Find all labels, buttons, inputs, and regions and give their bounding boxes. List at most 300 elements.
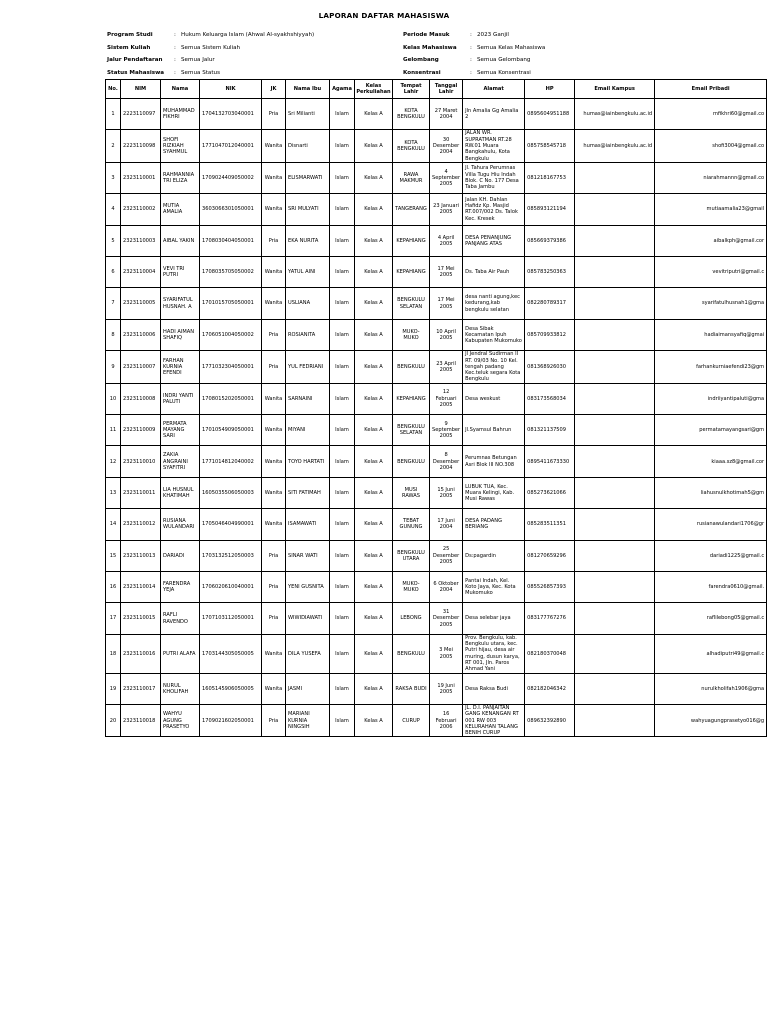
cell-tempat-lahir: RAKSA BUDI [393,673,430,704]
meta-colon: : [174,44,176,51]
cell-nama-ibu: MIYANI [286,415,330,446]
cell-hp: 083177767276 [525,603,575,634]
cell-nim: 2323110001 [121,162,161,193]
cell-tempat-lahir: BENGKULU [393,634,430,673]
cell-agama: Islam [330,572,355,603]
header-tempat-lahir: Tempat Lahir [393,80,430,99]
meta-value: Semua Gelombang [477,57,531,64]
cell-kelas-perkuliahan: Kelas A [355,257,393,288]
cell-nama-ibu: Sri Milianti [286,99,330,130]
cell-alamat: Jln Amalia Gg Amalia 2 [463,99,525,130]
table-row [106,351,767,383]
student-table [105,79,767,737]
meta-value: Semua Sistem Kuliah [181,44,241,51]
cell-nama-ibu: EKA NURITA [286,225,330,256]
cell-email-kampus [575,572,655,603]
cell-agama: Islam [330,257,355,288]
table-row [106,673,767,704]
cell-nama-ibu: ROSIANITA [286,319,330,350]
meta-label: Jalur Pendaftaran [107,57,163,64]
cell-nim: 2323110002 [121,194,161,225]
cell-kelas-perkuliahan: Kelas A [355,603,393,634]
cell-nama-ibu: TOYO HARTATI [286,446,330,477]
cell-kelas-perkuliahan: Kelas A [355,99,393,130]
cell-email-kampus [575,673,655,704]
cell-nik: 1705046404990001 [200,509,262,540]
cell-email-kampus [575,415,655,446]
cell-nik: 1706051004050002 [200,319,262,350]
cell-nik: 1701054909050001 [200,415,262,446]
cell-alamat: Desa weskust [463,383,525,414]
cell-nim: 2323110011 [121,477,161,508]
cell-nama: LIA HUSNUL KHATIMAH [161,477,200,508]
cell-alamat: Perumnas Betungan Asri Blok III NO.308 [463,446,525,477]
cell-no: 18 [106,634,121,673]
cell-no: 5 [106,225,121,256]
meta-value: Semua Status [181,69,221,76]
cell-email-pribadi: farendra0610@gmail. [655,572,767,603]
cell-tanggal-lahir: 12 Februari 2005 [430,383,463,414]
cell-nik: 1708035705050002 [200,257,262,288]
cell-no: 1 [106,99,121,130]
cell-no: 13 [106,477,121,508]
cell-no: 16 [106,572,121,603]
cell-jk: Pria [262,705,286,737]
meta-kelas-mahasiswa [403,42,545,55]
cell-jk: Wanita [262,477,286,508]
header-nik: NIK [200,80,262,99]
cell-agama: Islam [330,194,355,225]
cell-nama-ibu: SINAR WATI [286,540,330,571]
cell-kelas-perkuliahan: Kelas A [355,225,393,256]
meta-colon: : [174,69,176,76]
cell-nim: 2323110015 [121,603,161,634]
cell-agama: Islam [330,673,355,704]
header-no: No. [106,80,121,99]
cell-nim: 2323110018 [121,705,161,737]
cell-nama: FARHAN KURNIA EFENDI [161,351,200,383]
table-row [106,540,767,571]
meta-value: Hukum Keluarga Islam (Ahwal Al-syakhshiyyah) [181,32,315,38]
cell-nama-ibu: MARIANI KURNIA NINGSIH [286,705,330,737]
cell-kelas-perkuliahan: Kelas A [355,540,393,571]
cell-email-pribadi: farhankurniaefendi23@gm [655,351,767,383]
cell-agama: Islam [330,477,355,508]
cell-agama: Islam [330,446,355,477]
cell-kelas-perkuliahan: Kelas A [355,477,393,508]
cell-hp: 081368926030 [525,351,575,383]
cell-hp: 085758545718 [525,130,575,162]
cell-agama: Islam [330,603,355,634]
cell-tanggal-lahir: 3 Mei 2005 [430,634,463,673]
cell-email-pribadi: permatamayangsari@gm [655,415,767,446]
cell-kelas-perkuliahan: Kelas A [355,288,393,319]
meta-status-mahasiswa [107,67,314,80]
cell-tempat-lahir: MUKO-MUKO [393,319,430,350]
cell-nama-ibu: ELISMARWATI [286,162,330,193]
cell-email-kampus [575,162,655,193]
cell-agama: Islam [330,383,355,414]
cell-jk: Pria [262,572,286,603]
table-row [106,162,767,193]
cell-email-kampus [575,319,655,350]
cell-tanggal-lahir: 16 Februari 2006 [430,705,463,737]
table-row [106,194,767,225]
meta-value: Semua Kelas Mahasiswa [477,44,546,51]
cell-nama-ibu: SARNAINI [286,383,330,414]
cell-agama: Islam [330,634,355,673]
cell-nama: SHOFI RIZKIAH SYAHMUL [161,130,200,162]
cell-alamat: Pantai Indah, Kel. Koto Jaya, Kec. Kota Mukomuko [463,572,525,603]
cell-hp: 083173568034 [525,383,575,414]
cell-nik: 1706020610040001 [200,572,262,603]
cell-alamat: Ds:pagardin [463,540,525,571]
header-nama-ibu: Nama Ibu [286,80,330,99]
cell-tanggal-lahir: 15 Juni 2005 [430,477,463,508]
cell-jk: Wanita [262,288,286,319]
cell-email-pribadi: alhadiputri49@gmail.c [655,634,767,673]
cell-email-kampus [575,383,655,414]
table-row [106,225,767,256]
cell-nama: PUTRI ALAFA [161,634,200,673]
header-tanggal-lahir: Tanggal Lahir [430,80,463,99]
cell-hp: 085283511351 [525,509,575,540]
cell-hp: 089632392890 [525,705,575,737]
cell-nama-ibu: YENI GUSNITA [286,572,330,603]
cell-nim: 2323110010 [121,446,161,477]
meta-sistem-kuliah [107,42,314,55]
cell-email-kampus [575,509,655,540]
cell-nama: HADI AIMAN SHAFIQ [161,319,200,350]
table-row [106,446,767,477]
cell-email-pribadi: raflilebong05@gmail.c [655,603,767,634]
cell-nik: 1605035506050003 [200,477,262,508]
cell-tempat-lahir: BENGKULU SELATAN [393,415,430,446]
cell-no: 17 [106,603,121,634]
cell-tempat-lahir: TANGERANG [393,194,430,225]
cell-nama-ibu: ISAMAWATI [286,509,330,540]
cell-alamat: Jalan KH. Dahlan Hafidz Kp. Masjid RT.007/002 Ds. Talok Kec. Kresek [463,194,525,225]
cell-tanggal-lahir: 25 Desember 2005 [430,540,463,571]
cell-hp: 085526857393 [525,572,575,603]
cell-hp: 085709933812 [525,319,575,350]
table-row [106,288,767,319]
cell-email-kampus [575,351,655,383]
cell-tempat-lahir: BENGKULU UTARA [393,540,430,571]
cell-jk: Wanita [262,673,286,704]
cell-nik: 1704132703040001 [200,99,262,130]
cell-tanggal-lahir: 10 April 2005 [430,319,463,350]
cell-alamat: JALAN WR. SUPRATMAN RT.28 RW.01 Muara Bangkahulu, Kota Bengkulu [463,130,525,162]
cell-alamat: JL. D.I. PANJAITAN GANG KENANGAN RT 001 RW 003 KELURAHAN TALANG BENIH CURUP [463,705,525,737]
cell-nama-ibu: Disnarti [286,130,330,162]
cell-hp: 081270659296 [525,540,575,571]
cell-nim: 2323110014 [121,572,161,603]
meta-gelombang [403,54,545,67]
header-agama: Agama [330,80,355,99]
cell-email-pribadi: niarahmannn@gmail.co [655,162,767,193]
cell-nama-ibu: YATUL AINI [286,257,330,288]
cell-tempat-lahir: TEBAT GUNUNG [393,509,430,540]
cell-kelas-perkuliahan: Kelas A [355,415,393,446]
cell-nim: 2323110004 [121,257,161,288]
cell-tempat-lahir: KOTA BENGKULU [393,130,430,162]
meta-value: Semua Konsentrasi [477,69,531,76]
cell-tanggal-lahir: 6 Oktober 2004 [430,572,463,603]
cell-alamat: Desa selebar jaya [463,603,525,634]
cell-nik: 1708015202050001 [200,383,262,414]
cell-jk: Wanita [262,130,286,162]
cell-tanggal-lahir: 17 Mei 2005 [430,288,463,319]
cell-tempat-lahir: MUSI RAWAS [393,477,430,508]
table-row [106,99,767,130]
cell-alamat: desa nanti agung,kec kedurang,kab bengkulu selatan [463,288,525,319]
cell-kelas-perkuliahan: Kelas A [355,162,393,193]
cell-no: 10 [106,383,121,414]
cell-tanggal-lahir: 23 April 2005 [430,351,463,383]
cell-alamat: Jl. Tahura Perumnas Villa Tugu Hiu Indah Blok. C No. 177 Desa Taba Jambu [463,162,525,193]
cell-nik: 1605145906050005 [200,673,262,704]
cell-nik: 1709021602050001 [200,705,262,737]
cell-tanggal-lahir: 27 Maret 2004 [430,99,463,130]
cell-kelas-perkuliahan: Kelas A [355,194,393,225]
cell-tempat-lahir: BENGKULU [393,351,430,383]
cell-nama: PERMATA MAYANG SARI [161,415,200,446]
cell-agama: Islam [330,319,355,350]
cell-tempat-lahir: LEBONG [393,603,430,634]
cell-hp: 0895604951188 [525,99,575,130]
cell-nama-ibu: DILA YUSEFA [286,634,330,673]
cell-email-pribadi: indriiyantipaluti@gma [655,383,767,414]
meta-colon: : [470,32,472,38]
cell-hp: 085669379386 [525,225,575,256]
cell-nim: 2323110006 [121,319,161,350]
cell-hp: 082180370048 [525,634,575,673]
cell-email-pribadi: wahyuagungprasetyo016@g [655,705,767,737]
cell-agama: Islam [330,99,355,130]
meta-label: Gelombang [403,57,439,64]
cell-kelas-perkuliahan: Kelas A [355,383,393,414]
cell-tanggal-lahir: 19 Juni 2005 [430,673,463,704]
cell-nik: 1771047012040001 [200,130,262,162]
cell-nim: 2323110012 [121,509,161,540]
cell-tempat-lahir: BENGKULU SELATAN [393,288,430,319]
cell-email-pribadi: dariadi1225@gmail.c [655,540,767,571]
header-email-pribadi: Email Pribadi [655,80,767,99]
cell-email-kampus: humas@iainbengkulu.ac.id [575,130,655,162]
report-title: LAPORAN DAFTAR MAHASISWA [318,11,450,20]
cell-hp: 082280789317 [525,288,575,319]
cell-jk: Wanita [262,634,286,673]
cell-agama: Islam [330,225,355,256]
cell-kelas-perkuliahan: Kelas A [355,572,393,603]
cell-nama: RAFLI RAVENDO [161,603,200,634]
cell-tanggal-lahir: 30 Desember 2004 [430,130,463,162]
meta-colon: : [470,57,472,64]
cell-nim: 2323110017 [121,673,161,704]
table-body [106,99,767,737]
cell-email-kampus [575,225,655,256]
cell-tanggal-lahir: 17 Juni 2004 [430,509,463,540]
cell-nim: 2323110013 [121,540,161,571]
table-header-row [106,80,767,99]
cell-no: 2 [106,130,121,162]
cell-no: 7 [106,288,121,319]
table-row [106,319,767,350]
cell-kelas-perkuliahan: Kelas A [355,446,393,477]
header-nim: NIM [121,80,161,99]
cell-tempat-lahir: CURUP [393,705,430,737]
cell-nim: 2323110009 [121,415,161,446]
cell-kelas-perkuliahan: Kelas A [355,634,393,673]
cell-no: 14 [106,509,121,540]
header-kelas-perkuliahan: Kelas Perkuliahan [355,80,393,99]
cell-kelas-perkuliahan: Kelas A [355,319,393,350]
cell-nim: 2223110097 [121,99,161,130]
cell-email-kampus [575,540,655,571]
meta-left-block [107,29,314,79]
cell-agama: Islam [330,540,355,571]
cell-agama: Islam [330,415,355,446]
cell-alamat: Ds. Taba Air Pauh [463,257,525,288]
cell-jk: Wanita [262,415,286,446]
cell-tanggal-lahir: 9 September 2005 [430,415,463,446]
meta-colon: : [174,32,176,38]
cell-kelas-perkuliahan: Kelas A [355,130,393,162]
cell-nik: 1771032304050001 [200,351,262,383]
cell-nama: AIBAL YAKIN [161,225,200,256]
cell-no: 11 [106,415,121,446]
meta-konsentrasi [403,67,545,80]
meta-value: Semua Jalur [181,57,215,64]
meta-label: Sistem Kuliah [107,44,151,51]
cell-tempat-lahir: KEPAHIANG [393,257,430,288]
header-jk: JK [262,80,286,99]
table-row [106,634,767,673]
cell-email-kampus [575,446,655,477]
cell-nama: RUSIANA WULANDARI [161,509,200,540]
table-row [106,257,767,288]
cell-nama: ZAKIA ANGRAINI SYAFITRI [161,446,200,477]
cell-tanggal-lahir: 4 September 2005 [430,162,463,193]
cell-jk: Pria [262,225,286,256]
cell-email-kampus: humas@iainbengkulu.ac.id [575,99,655,130]
cell-agama: Islam [330,705,355,737]
meta-label: Kelas Mahasiswa [403,44,457,51]
cell-no: 9 [106,351,121,383]
meta-label: Periode Masuk [403,32,450,38]
cell-email-pribadi: aibalkph@gmail.cor [655,225,767,256]
cell-tanggal-lahir: 8 Desember 2004 [430,446,463,477]
cell-jk: Pria [262,99,286,130]
cell-hp: 0895411673330 [525,446,575,477]
cell-tanggal-lahir: 17 Mei 2005 [430,257,463,288]
cell-nama-ibu: WIWIDIAWATI [286,603,330,634]
cell-no: 20 [106,705,121,737]
meta-colon: : [470,44,472,51]
cell-no: 12 [106,446,121,477]
cell-nim: 2223110098 [121,130,161,162]
cell-nik: 1703132512050003 [200,540,262,571]
cell-jk: Wanita [262,162,286,193]
cell-alamat: LUBUK TUA, Kec. Muara Kelingi, Kab. Musi Rawas [463,477,525,508]
cell-nama: VEVI TRI PUTRI [161,257,200,288]
cell-email-kampus [575,194,655,225]
cell-nim: 2323110005 [121,288,161,319]
meta-jalur-pendaftaran [107,54,314,67]
cell-jk: Pria [262,351,286,383]
header-hp: HP [525,80,575,99]
table-row [106,705,767,737]
cell-no: 15 [106,540,121,571]
table-row [106,572,767,603]
cell-tanggal-lahir: 23 Januari 2005 [430,194,463,225]
cell-kelas-perkuliahan: Kelas A [355,673,393,704]
cell-nim: 2323110003 [121,225,161,256]
cell-hp: 081218167753 [525,162,575,193]
cell-nama: SYARIFATUL HUSNAH. A [161,288,200,319]
cell-no: 6 [106,257,121,288]
cell-alamat: Jl Jendral Sudirman II RT. 09/03 No. 10 Kel. tengah padang Kec.teluk segara Kota Bengkulu [463,351,525,383]
cell-nama: RAHMANNIA TRI ELIZA [161,162,200,193]
cell-kelas-perkuliahan: Kelas A [355,705,393,737]
header-alamat: Alamat [463,80,525,99]
cell-alamat: Desa Raksa Budi [463,673,525,704]
cell-agama: Islam [330,130,355,162]
table-row [106,130,767,162]
cell-jk: Pria [262,540,286,571]
cell-nama: FARENDRA YEJA [161,572,200,603]
cell-nama: INDRI YANTI PALUTI [161,383,200,414]
cell-hp: 081321137509 [525,415,575,446]
meta-colon: : [470,69,472,76]
cell-kelas-perkuliahan: Kelas A [355,509,393,540]
cell-alamat: Prov. Bengkulu, kab. Bengkulu utara, kec. Putri hijau, desa air muring, dusun karya, RT 001, Jln. Paros Ahmad Yani [463,634,525,673]
table-row [106,383,767,414]
table-row [106,603,767,634]
cell-nim: 2323110007 [121,351,161,383]
cell-nama-ibu: JASMI [286,673,330,704]
cell-no: 8 [106,319,121,350]
cell-alamat: Jl.Syamsul Bahrun [463,415,525,446]
cell-email-kampus [575,705,655,737]
cell-nim: 2323110016 [121,634,161,673]
cell-email-pribadi: syarifatulhusnah1@gma [655,288,767,319]
cell-email-pribadi: kiaaa.sz8@gmail.cor [655,446,767,477]
table-row [106,477,767,508]
cell-hp: 085893121194 [525,194,575,225]
cell-jk: Wanita [262,383,286,414]
cell-email-pribadi: mutiaamalia23@gmail [655,194,767,225]
cell-email-pribadi: vevitriputri@gmail.c [655,257,767,288]
cell-no: 4 [106,194,121,225]
cell-nik: 1701015705050001 [200,288,262,319]
meta-colon: : [174,57,176,64]
table-row [106,415,767,446]
cell-jk: Wanita [262,194,286,225]
cell-nik: 3603066301050001 [200,194,262,225]
cell-nama-ibu: USLIANA [286,288,330,319]
cell-tempat-lahir: KEPAHIANG [393,225,430,256]
cell-nim: 2323110008 [121,383,161,414]
meta-value: 2023 Ganjil [477,32,509,38]
meta-right-block [403,29,545,79]
cell-alamat: DESA PENANJUNG PANJANG ATAS [463,225,525,256]
cell-nik: 1771014812040002 [200,446,262,477]
cell-hp: 085783250363 [525,257,575,288]
cell-nama: NURUL KHOLIFAH [161,673,200,704]
meta-periode-masuk [403,29,545,42]
